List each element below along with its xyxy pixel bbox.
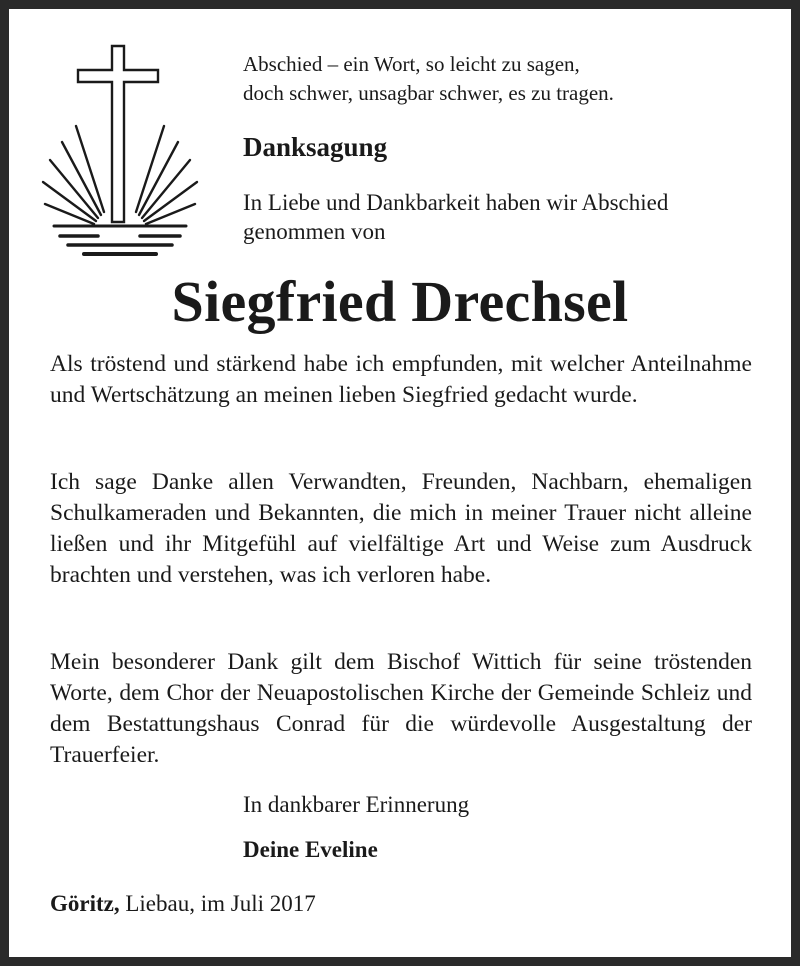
intro-line-2: genommen von [243, 219, 386, 244]
closing-phrase: In dankbarer Erinnerung [243, 792, 470, 817]
intro-line-1: In Liebe und Dankbarkeit haben wir Abschied [243, 190, 669, 215]
signature: Deine Eveline [243, 837, 378, 862]
paragraph-relatives: Ich sage Danke allen Verwandten, Freunden, Nachbarn, ehemaligen Schulkameraden und Bekannten, die mich in meiner Trauer nicht alleine ließen und ihr Mitgefühl auf vielfältige Art und Weise zum Ausdruck brachten und verstehen, was ich verloren habe. [50, 469, 752, 588]
poem-line-1: Abschied – ein Wort, so leicht zu sagen, [243, 52, 580, 76]
paragraph-special-thanks: Mein besonderer Dank gilt dem Bischof Wittich für seine tröstenden Worte, dem Chor der Neuapostolischen Kirche der Gemeinde Schleiz und dem Bestattungshaus Conrad für die würdevolle Ausgestaltung der Trauerfeier. [50, 649, 752, 768]
poem-line-2: doch schwer, unsagbar schwer, es zu tragen. [243, 81, 614, 105]
intro-text [243, 188, 783, 246]
place-town: Göritz, [50, 891, 120, 916]
deceased-name: Siegfried Drechsel [171, 269, 629, 334]
page-title: Danksagung [243, 132, 388, 162]
paragraph-thanks: Als tröstend und stärkend habe ich empfunden, mit welcher Anteilnahme und Wertschätzung an meinen lieben Siegfried gedacht wurde. [50, 351, 752, 408]
cross-with-sun-rays-icon [40, 44, 200, 260]
place-date: Liebau, im Juli 2017 [119, 891, 316, 916]
farewell-poem [243, 50, 614, 108]
place-and-date [50, 891, 316, 917]
